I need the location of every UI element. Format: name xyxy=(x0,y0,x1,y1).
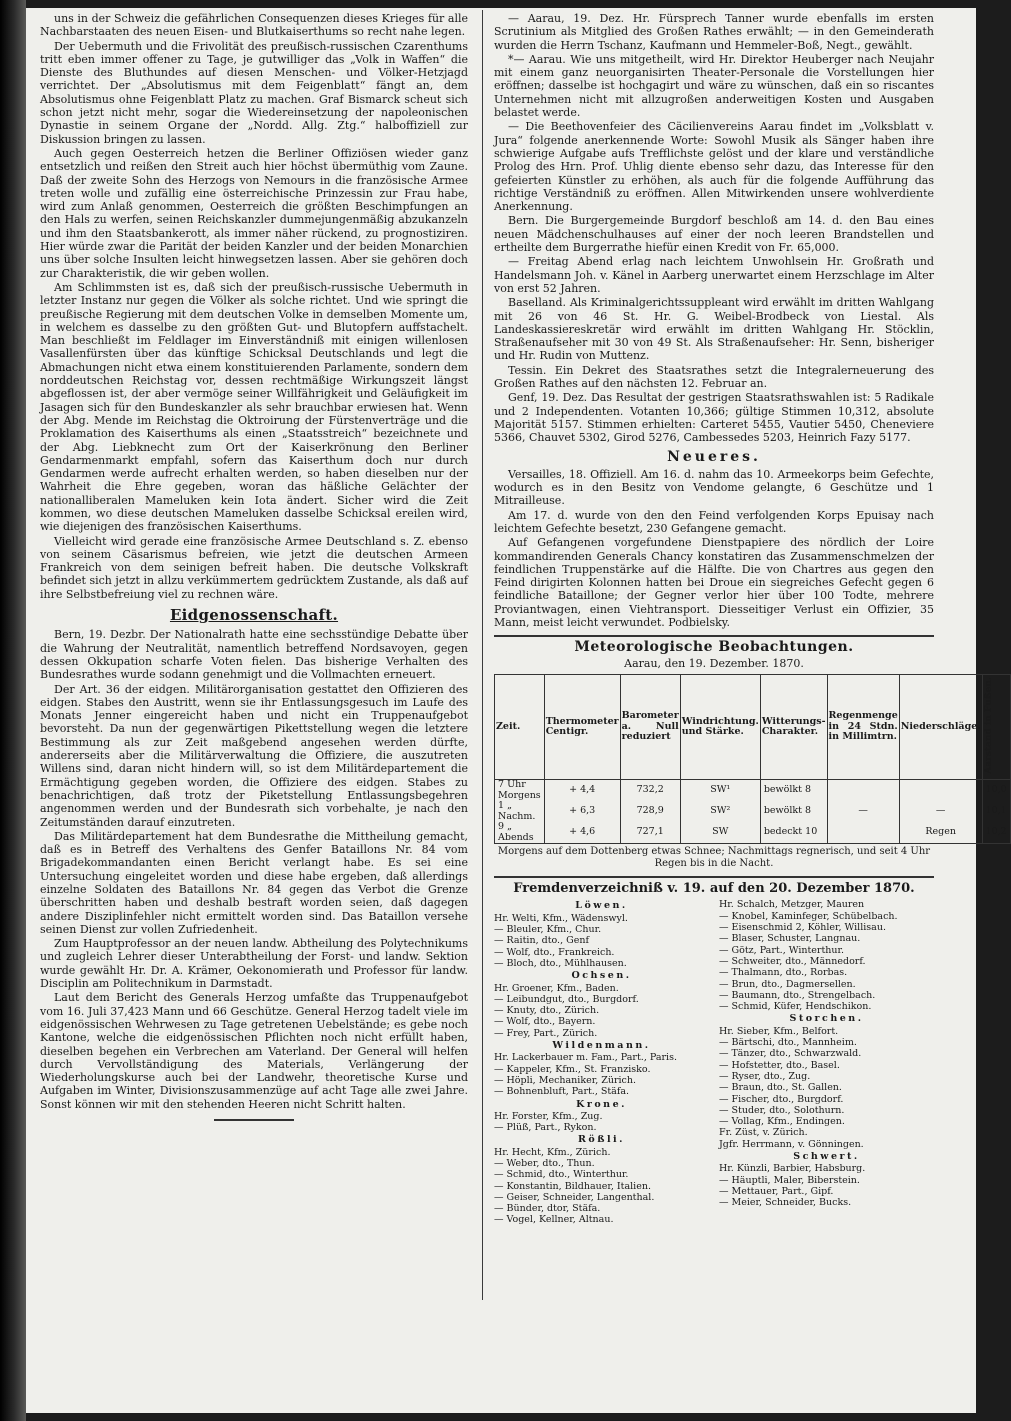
guest-entry: — Kappeler, Kfm., St. Franzisko. xyxy=(494,1063,651,1075)
guest-entry: — Bünder, dtor, Stäfa. xyxy=(494,1203,601,1215)
guest-entry: — Schmid, dto., Winterthur. xyxy=(494,1169,629,1181)
paragraph: — Aarau, 19. Dez. Hr. Fürsprech Tanner wurde ebenfalls im ersten Scrutinium als Mitglied des Großen Rathes erwählt; — in den Gemeinderath wurden die Herrn Tschanz, Kaufmann und Hemmeler-Boß, Negt., gewählt. xyxy=(494,12,934,52)
paragraph: Tessin. Ein Dekret des Staatsrathes setzt die Integralerneuerung des Großen Rathes auf den nächsten 12. Februar an. xyxy=(494,363,934,391)
divider xyxy=(494,876,934,878)
guest-entry: — Meier, Schneider, Bucks. xyxy=(719,1197,852,1209)
fremdenverzeichnis xyxy=(494,882,934,1226)
guest-entry: — Bohnenbluft, Part., Stäfa. xyxy=(494,1086,630,1098)
guest-entry: — Tänzer, dto., Schwarzwald. xyxy=(719,1048,862,1060)
weather-cell-wind: SW xyxy=(680,822,760,844)
weather-cell-rain: — xyxy=(827,801,899,822)
guest-entry: — Leibundgut, dto., Burgdorf. xyxy=(494,993,639,1005)
end-rule xyxy=(214,1119,294,1121)
weather-header-cell: Aarstand in Fußen. xyxy=(982,674,1010,779)
guest-entry: Hr. Forster, Kfm., Zug. xyxy=(494,1110,603,1122)
column-divider xyxy=(482,10,483,1300)
weather-cell-precip xyxy=(899,780,982,802)
guest-entry: — Fischer, dto., Burgdorf. xyxy=(719,1093,844,1105)
paragraph: Auch gegen Oesterreich hetzen die Berliner Offiziösen wieder ganz entsetzlich und reißen den Streit auch hier höchst übermüthig vom Zaune. Daß der zweite Sohn des Herzogs von Nemours in die französische Armee treten wolle und zufällig eine österreichische Prinzessin zur Frau habe, wird zum Anlaß genommen, Oesterreich die größten Beschimpfungen an den Hals zu werfen, seinen Reichskanzler dummejungenmäßig abzukanzeln und ihm den Staatsbankerott, als immer näher rückend, zu prognostiziren. Hier würde zwar die Parität der beiden Kanzler und der beiden Monarchien uns über solche Insulten leicht hinwegsetzen lassen. Aber sie gehören doch zur Charakteristik, die wir geben wollen. xyxy=(40,146,468,280)
guest-entry: — Wolf, dto., Frankreich. xyxy=(494,946,615,958)
weather-cell-baro: 728,9 xyxy=(620,801,680,822)
weather-header-cell: Windrichtung. und Stärke. xyxy=(680,674,760,779)
guest-entry: — Weber, dto., Thun. xyxy=(494,1157,595,1169)
paragraph: Der Art. 36 der eidgen. Militärorganisation gestattet den Offizieren des eidgen. Stabes den Austritt, wenn sie ihr Entlassungsgesuch im Laufe des Monats Jenner eingereicht haben und nicht ein Truppenaufgebot bevorsteht. Da nun der gegenwärtigen Pikettstellung wegen die letztere Bestimmung als zur Zeit maßgebend angesehen werden dürfte, andererseits aber die Militärverwaltung die Offiziere, die auszutreten Willens sind, daran nicht hindern will, so ist dem Militärdepartement die Ermächtigung gegeben worden, die Offiziere des eidgen. Stabes zu benachrichtigen, daß trotz der Piketstellung Entlassungsbegehren angenommen werden und der Bundesrath sich vorbehalte, je nach den Zeitumständen darauf einzutreten. xyxy=(40,682,468,829)
guest-entry: — Thalmann, dto., Rorbas. xyxy=(719,967,848,979)
guest-entry: Hr. Sieber, Kfm., Belfort. xyxy=(719,1025,839,1037)
weather-cell-river: 10,2 xyxy=(982,822,1010,844)
guest-entry: — Mettauer, Part., Gipf. xyxy=(719,1185,834,1197)
weather-header-cell: Regenmenge in 24 Stdn. in Millimtrn. xyxy=(827,674,899,779)
paragraph: Am 17. d. wurde von den den Feind verfolgenden Korps Epuisay nach leichtem Gefechte besetzt, 230 Gefangene gemacht. xyxy=(494,508,934,535)
weather-cell-precip: Regen xyxy=(899,822,982,844)
weather-cell-wind: SW¹ xyxy=(680,780,760,802)
weather-cell-baro: 727,1 xyxy=(620,822,680,844)
guest-entry: — Bloch, dto., Mühlhausen. xyxy=(494,957,627,969)
weather-header-cell: Zeit. xyxy=(495,674,545,779)
weather-cell-temp: + 4,6 xyxy=(544,822,620,844)
weather-cell-time: 1 „ Nachm. xyxy=(495,801,545,822)
guest-entry: — Hofstetter, dto., Basel. xyxy=(719,1059,840,1071)
right-column xyxy=(494,12,1007,1302)
guest-entry: — Wolf, dto., Bayern. xyxy=(494,1016,596,1028)
guest-entry: Hr. Welti, Kfm., Wädenswyl. xyxy=(494,912,628,924)
paragraph: Bern. Die Burgergemeinde Burgdorf beschloß am 14. d. den Bau eines neuen Mädchenschulhauses auf einer der noch leeren Brandstellen und ertheilte dem Burgerrathe hiefür einen Kredit von Fr. 65,000. xyxy=(494,214,934,255)
left-article xyxy=(40,12,468,601)
guest-entry: — Knobel, Kaminfeger, Schübelbach. xyxy=(719,910,898,922)
fremden-right-column xyxy=(719,899,934,1225)
guest-entry: — Schmid, Küfer, Hendschikon. xyxy=(719,1001,872,1013)
hotel-heading: Storchen. xyxy=(789,1013,864,1025)
guest-entry: — Götz, Part., Winterthur. xyxy=(719,944,845,956)
paragraph: Vielleicht wird gerade eine französische Armee Deutschland s. Z. ebenso von seinem Cäsarismus befreien, wie jetzt die deutschen Armeen Frankreich von dem seinigen befreit haben. Die deutsche Volkskraft befindet sich jetzt in allzu verkümmertem gedrücktem Zustande, als daß auf ihre Selbstbefreiung viel zu rechnen wäre. xyxy=(40,534,468,601)
guest-entry: — Konstantin, Bildhauer, Italien. xyxy=(494,1180,651,1192)
weather-header-cell: Witterungs-Charakter. xyxy=(760,674,827,779)
section-heading-neueres: Neueres. xyxy=(667,448,761,465)
guest-entry: — Blaser, Schuster, Langnau. xyxy=(719,933,861,945)
weather-cell-rain xyxy=(827,822,899,844)
weather-cell-rain xyxy=(827,780,899,802)
weather-row xyxy=(495,822,1011,844)
guest-entry: — Brun, dto., Dagmersellen. xyxy=(719,978,856,990)
weather-cell-time: 7 Uhr Morgens xyxy=(495,780,545,802)
paragraph: Am Schlimmsten ist es, daß sich der preußisch-russische Uebermuth in letzter Instanz nur gegen die Völker als solche richtet. Und wie springt die preußische Regierung mit dem deutschen Volke in demselben Momente um, in welchem es dasselbe zu den größten Gut- und Blutopfern auffstachelt. Man beschließt im Feldlager im Einverständniß mit einigen willenlosen Vasallenfürsten über das künftige Schicksal Deutschlands und legt die Abmachungen nicht etwa einem konstituierenden Parlamente, sondern dem norddeutschen Reichstag vor, dessen rechtmäßige Wirkungszeit längst abgeflossen ist, der aber vermöge seiner Willfährigkeit und Geläufigkeit im Jasagen sich für den Bundeskanzler als sehr brauchbar erwiesen hat. Wenn der Abg. Mende im Reichstag die Oktroirung der Fürstenverträge und die Proklamation des Kaiserthums als einen „Staatsstreich“ bezeichnete und der Abg. Liebknecht zum Ort der Kaiserkrönung den Berliner Gendarmenmarkt empfahl, sofern das Kaiserthum doch nur durch Gendarmen werde aufrecht erhalten werden, so haben dieselben nur der Wahrheit die Ehre gegeben, woran das häßliche Gelächter der nationalliberalen Mameluken kein Iota ändert. Sicher wird die Zeit kommen, wo diese deutschen Mameluken dasselbe Schicksal ereilen wird, wie diejenigen des französischen Kaiserthums. xyxy=(40,280,468,534)
guest-entry: — Plüß, Part., Rykon. xyxy=(494,1122,597,1134)
hotel-heading: Krone. xyxy=(576,1098,627,1110)
weather-cell-wind: SW² xyxy=(680,801,760,822)
weather-cell-sky: bewölkt 8 xyxy=(760,780,827,802)
guest-entry: — Eisenschmid 2, Köhler, Willisau. xyxy=(719,922,886,934)
paragraph: *— Aarau. Wie uns mitgetheilt, wird Hr. Direktor Heuberger nach Neujahr mit einem ganz neuorganisirten Theater-Personale die Vorstellungen hier eröffnen; dasselbe ist hochgagirt und wäre zu wünschen, daß ein so riscantes Unternehmen nicht mit allzugroßen anderweitigen Kosten und Ausgaben belastet werde. xyxy=(494,52,934,120)
weather-cell-baro: 732,2 xyxy=(620,780,680,802)
guest-entry: — Studer, dto., Solothurn. xyxy=(719,1104,845,1116)
paragraph: Das Militärdepartement hat dem Bundesrathe die Mittheilung gemacht, daß es in Betreff des Verhaltens des Genfer Bataillons Nr. 84 vom Brigadekommandanten einen Bericht verlangt habe. Es sei eine Untersuchung eingeleitet worden und diese habe ergeben, daß allerdings einzelne Soldaten des Bataillons Nr. 84 gegen das Verbot die Grenze überschritten haben und deshalb bestraft worden seien, daß dagegen andere Disziplinfehler nicht ermittelt worden sind. Das Bataillon versehe seinen Dienst zur vollen Zufriedenheit. xyxy=(40,829,468,936)
guest-entry: Hr. Lackerbauer m. Fam., Part., Paris. xyxy=(494,1052,677,1064)
weather-header-cell: Barometer a. Null reduziert xyxy=(620,674,680,779)
hotel-heading: Ochsen. xyxy=(571,970,632,982)
guest-entry: — Braun, dto., St. Gallen. xyxy=(719,1082,842,1094)
eidgenossenschaft-articles xyxy=(40,628,468,1111)
divider xyxy=(494,635,934,637)
guest-entry: — Häuptli, Maler, Biberstein. xyxy=(719,1174,860,1186)
guest-entry: — Frey, Part., Zürich. xyxy=(494,1027,598,1039)
weather-cell-time: 9 „ Abends xyxy=(495,822,545,844)
section-heading-eidgenossenschaft: Eidgenossenschaft. xyxy=(169,606,339,625)
weather-cell-sky: bewölkt 8 xyxy=(760,801,827,822)
guest-entry: — Raitin, dto., Genf xyxy=(494,935,589,947)
guest-entry: — Höpli, Mechaniker, Zürich. xyxy=(494,1074,637,1086)
weather-cell-precip: — xyxy=(899,801,982,822)
weather-header-cell: Niederschläge. xyxy=(899,674,982,779)
weather-header-row xyxy=(495,674,1011,779)
weather-cell-temp: + 4,4 xyxy=(544,780,620,802)
weather-cell-sky: bedeckt 10 xyxy=(760,822,827,844)
hotel-heading: Schwert. xyxy=(793,1150,860,1162)
paragraph: Genf, 19. Dez. Das Resultat der gestrigen Staatsrathswahlen ist: 5 Radikale und 2 Independenten. Votanten 10,366; gültige Stimmen 10,312, absolute Majorität 5157. Stimmen erhielten: Carteret 5455, Vautier 5450, Cheneviere 5366, Chauvet 5302, Girod 5276, Cambessedes 5203, Heinrich Fazy 5177. xyxy=(494,391,934,445)
guest-entry: Hr. Künzli, Barbier, Habsburg. xyxy=(719,1163,866,1175)
paragraph: Auf Gefangenen vorgefundene Dienstpapiere des nördlich der Loire kommandirenden Generals Chancy konstatiren das Zusammenschmelzen der feindlichen Truppenstärke auf die Hälfte. Die von Chartres aus gegen den Feind dirigirten Kolonnen hatten bei Droue ein siegreiches Gefecht gegen 6 feindliche Bataillone; der Gegner verlor hier über 100 Todte, mehrere Proviantwagen, einen Viehtransport. Diesseitiger Verlust ein Offizier, 35 Mann, meist leicht verwundet. Podbielsky. xyxy=(494,536,934,630)
cantonal-news xyxy=(494,12,934,445)
guest-entry: — Knuty, dto., Zürich. xyxy=(494,1005,600,1017)
guest-entry: — Vollag, Kfm., Endingen. xyxy=(719,1116,845,1128)
guest-entry: Jgfr. Herrmann, v. Gönningen. xyxy=(719,1138,864,1150)
weather-title: Meteorologische Beobachtungen. xyxy=(574,639,854,656)
binding-shadow xyxy=(0,0,26,1421)
paragraph: — Freitag Abend erlag nach leichtem Unwohlsein Hr. Großrath und Handelsmann Joh. v. Känel in Aarberg unerwartet einem Herzschlage im Alter von erst 52 Jahren. xyxy=(494,255,934,295)
guest-entry: Hr. Hecht, Kfm., Zürich. xyxy=(494,1146,611,1158)
guest-entry: Fr. Züst, v. Zürich. xyxy=(719,1127,808,1139)
paragraph: Bern, 19. Dezbr. Der Nationalrath hatte eine sechsstündige Debatte über die Wahrung der Neutralität, namentlich betreffend Nordsavoyen, gegen dessen Okkupation scharfe Voten fielen. Das bisherige Verhalten des Bundesrathes wurde sodann genehmigt und die Vollmachten erneuert. xyxy=(40,628,468,682)
hotel-heading: Rößli. xyxy=(578,1134,625,1146)
paragraph: Laut dem Bericht des Generals Herzog umfaßte das Truppenaufgebot vom 16. Juli 37,423 Mann und 66 Geschütze. General Herzog tadelt viele im eidgenössischen Wehrwesen zu Tage getretenen Uebelstände; es gebe noch Kantone, welche die eidgenössischen Pflichten noch nicht erfüllt haben, dieselben begehen ein Verbrechen am Vaterland. Der General will helfen durch Vervollständigung des Materials, Verlängerung der Wiederholungskurse auch bei der Landwehr, theoretische Kurse und Aufgaben im Winter, Divisionszusammenzüge auf acht Tage alle zwei Jahre. Sonst können wir mit den stehenden Heeren nicht Schritt halten. xyxy=(40,991,468,1111)
neueres-articles xyxy=(494,468,934,630)
fremden-left-column xyxy=(494,899,709,1225)
paragraph: — Die Beethovenfeier des Cäcilienvereins Aarau findet im „Volksblatt v. Jura“ folgende anerkennende Worte: Sowohl Musik als Sänger haben ihre schwierige Aufgabe aufs Trefflichste gelöst und der klare und verständliche Prolog des Hrn. Prof. Uhlig diente ebenso sehr dazu, das Interesse für den gefeierten Künstler zu erhöhen, als auch für die folgende Aufführung das richtige Verständniß zu eröffnen. Allen Mitwirkenden unsere wohlverdiente Anerkennung. xyxy=(494,120,934,214)
paragraph: Zum Hauptprofessor an der neuen landw. Abtheilung des Polytechnikums und zugleich Lehrer dieser Unterabtheilung der Forst- und landw. Sektion wurde gewählt Hr. Dr. A. Krämer, Oekonomierath und Professor für landw. Disciplin am Politechnikum in Darmstadt. xyxy=(40,937,468,991)
paragraph: uns in der Schweiz die gefährlichen Consequenzen dieses Krieges für alle Nachbarstaaten des neuen Eisen- und Blutkaiserthums so recht nahe legen. xyxy=(40,12,468,39)
weather-header-cell: Thermometer Centigr. xyxy=(544,674,620,779)
paragraph: Der Uebermuth und die Frivolität des preußisch-russischen Czarenthums tritt eben immer offener zu Tage, je gutwilliger das „Volk in Waffen“ die Dienste des Bluthundes auf diesen Menschen- und Völker-Hetzjagd verrichtet. Der „Absolutismus mit dem Feigenblatt“ fängt an, dem Absolutismus ohne Feigenblatt Platz zu machen. Graf Bismarck scheut sich schon jetzt nicht mehr, sogar die Wiedereinsetzung der napoleonischen Dynastie in seinem Organe der „Nordd. Allg. Ztg.“ halboffiziell zur Diskussion bringen zu lassen. xyxy=(40,39,468,146)
paragraph: Versailles, 18. Offiziell. Am 16. d. nahm das 10. Armeekorps beim Gefechte, wodurch es in den Besitz von Vendome gelangte, 6 Geschütze und 1 Mitrailleuse. xyxy=(494,467,934,508)
weather-subtitle: Aarau, den 19. Dezember. 1870. xyxy=(624,656,804,670)
hotel-heading: Löwen. xyxy=(575,900,628,912)
guest-entry: — Bärtschi, dto., Mannheim. xyxy=(719,1037,857,1049)
guest-entry: — Vogel, Kellner, Altnau. xyxy=(494,1214,614,1226)
hotel-heading: Wildenmann. xyxy=(552,1040,651,1052)
guest-entry: — Ryser, dto., Zug. xyxy=(719,1070,811,1082)
weather-cell-temp: + 6,3 xyxy=(544,801,620,822)
weather-cell-river: 10,0 xyxy=(982,780,1010,802)
weather-cell-river: 10,1 xyxy=(982,801,1010,822)
guest-entry: Hr. Schalch, Metzger, Mauren xyxy=(719,899,865,911)
guest-entry: Hr. Groener, Kfm., Baden. xyxy=(494,982,619,994)
weather-body xyxy=(495,780,1011,844)
weather-box xyxy=(494,639,1007,870)
guest-entry: — Geiser, Schneider, Langenthal. xyxy=(494,1191,655,1203)
guest-entry: — Baumann, dto., Strengelbach. xyxy=(719,989,876,1001)
weather-row xyxy=(495,780,1011,802)
paragraph: Baselland. Als Kriminalgerichtssuppleant wird erwählt im dritten Wahlgang mit 26 von 46 St. Hr. G. Weibel-Brodbeck von Liestal. Als Landeskassiereskretär wird erwählt im dritten Wahlgang Hr. Stöcklin, Straßenaufseher mit 30 von 49 St. Als Straßenaufseher: Hr. Senn, bisheriger und Hr. Rudin von Muttenz. xyxy=(494,296,934,363)
weather-row xyxy=(495,801,1011,822)
guest-entry: — Schweiter, dto., Männedorf. xyxy=(719,955,866,967)
weather-note: Morgens auf dem Dottenberg etwas Schnee; Nachmittags regnerisch, und seit 4 Uhr Regen bis in die Nacht. xyxy=(497,846,931,870)
left-column xyxy=(40,12,468,1292)
guest-entry: — Bleuler, Kfm., Chur. xyxy=(494,924,602,936)
weather-table xyxy=(494,674,1011,844)
fremden-title: Fremdenverzeichniß v. 19. auf den 20. Dezember 1870. xyxy=(513,881,915,897)
